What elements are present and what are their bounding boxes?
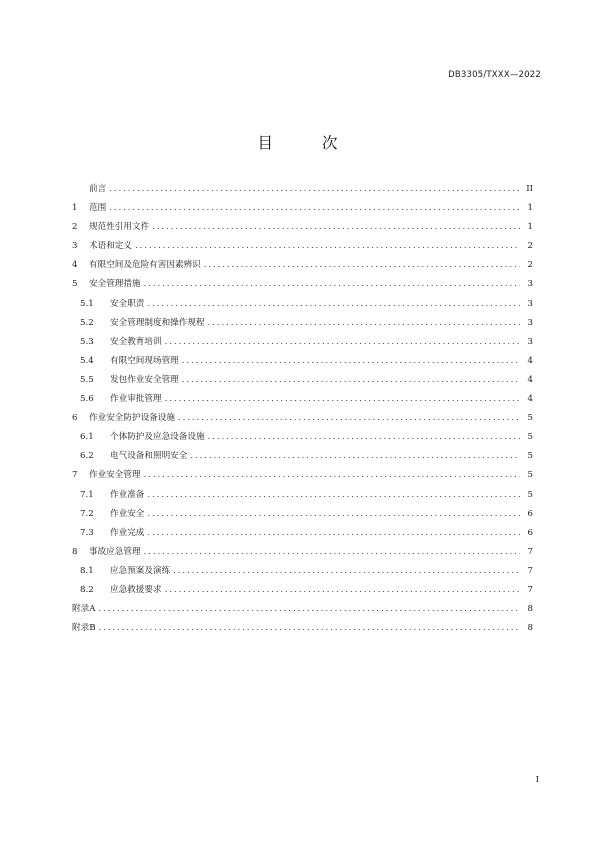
toc-entry-number: 5 — [72, 279, 78, 290]
toc-entry-page: 8 — [527, 623, 533, 634]
toc-entry-label: 应急预案及演练 — [110, 565, 171, 576]
toc-leader-dots — [165, 581, 520, 600]
toc-entry-page: 7 — [527, 565, 533, 576]
toc-entry-label: 个体防护及应急设备设施 — [110, 432, 205, 443]
toc-leader-dots — [182, 371, 520, 390]
toc-entry-number: 6.2 — [80, 451, 94, 462]
toc-leader-dots — [144, 466, 520, 485]
toc-entry[interactable] — [72, 371, 533, 390]
toc-entry-page: 5 — [527, 413, 533, 424]
toc-entry-label: 有限空间现场管理 — [110, 355, 179, 366]
toc-entry[interactable] — [72, 314, 533, 333]
toc-entry-page: 5 — [527, 451, 533, 462]
toc-entry[interactable] — [72, 543, 533, 562]
toc-leader-dots — [182, 352, 520, 371]
toc-entry[interactable] — [72, 180, 533, 199]
toc-leader-dots — [178, 409, 520, 428]
page-number: I — [535, 775, 539, 785]
toc-entry-number: 7.2 — [80, 508, 94, 519]
toc-entry[interactable] — [72, 295, 533, 314]
toc-entry-number: 5.1 — [80, 298, 94, 309]
toc-entry[interactable] — [72, 562, 533, 581]
toc-entry-number: 4 — [72, 260, 78, 271]
toc-entry-page: 3 — [527, 298, 533, 309]
toc-entry-page: 6 — [527, 527, 533, 538]
toc-entry-number: 7.3 — [80, 527, 94, 538]
toc-entry-label: 发包作业安全管理 — [110, 374, 179, 385]
toc-entry[interactable] — [72, 524, 533, 543]
toc-entry-page: 8 — [527, 604, 533, 615]
toc-entry-number: 1 — [72, 203, 78, 214]
toc-entry-page: 4 — [527, 394, 533, 405]
toc-entry-page: 4 — [527, 355, 533, 366]
toc-entry-label: 作业安全防护设备设施 — [89, 413, 175, 424]
toc-entry-page: 3 — [527, 317, 533, 328]
toc-entry-number: 5.5 — [80, 374, 94, 385]
toc-entry-number: 7 — [72, 470, 78, 481]
toc-entry-number: 5.3 — [80, 336, 94, 347]
toc-entry-label: 安全教育培训 — [110, 336, 162, 347]
toc-title: 目 次 — [257, 134, 360, 152]
toc-entry-page: 2 — [527, 241, 533, 252]
toc-leader-dots — [208, 428, 520, 447]
toc-entry-label: 安全管理制度和操作规程 — [110, 317, 205, 328]
toc-leader-dots — [135, 237, 520, 256]
toc-entry[interactable] — [72, 486, 533, 505]
toc-entry-label: 规范性引用文件 — [89, 222, 150, 233]
toc-entry-page: 5 — [527, 489, 533, 500]
toc-entry-label: 应急救援要求 — [110, 584, 162, 595]
toc-leader-dots — [144, 543, 520, 562]
toc-entry[interactable] — [72, 466, 533, 485]
toc-entry[interactable] — [72, 275, 533, 294]
toc-leader-dots — [98, 600, 520, 619]
toc-entry-number: 6.1 — [80, 432, 94, 443]
toc-entry-page: II — [526, 184, 533, 194]
toc-entry-page: 5 — [527, 470, 533, 481]
toc-leader-dots — [147, 524, 520, 543]
toc-entry[interactable] — [72, 600, 533, 619]
document-code: DB3305/TXXX—2022 — [448, 70, 541, 80]
toc-entry-label: 范围 — [89, 203, 107, 214]
toc-entry[interactable] — [72, 352, 533, 371]
toc-entry[interactable] — [72, 619, 533, 638]
toc-entry-page: 3 — [527, 336, 533, 347]
toc-entry-label: 电气设备和照明安全 — [110, 451, 188, 462]
toc-entry[interactable] — [72, 218, 533, 237]
toc-entry-label: 事故应急管理 — [89, 546, 141, 557]
toc-entry-page: 5 — [527, 432, 533, 443]
toc-entry-label: 前言 — [89, 184, 107, 194]
toc-entry-label: 附录A — [72, 604, 96, 615]
toc-entry-label: 附录B — [72, 623, 96, 634]
toc-entry-label: 作业审批管理 — [110, 394, 162, 405]
toc-entry-label: 术语和定义 — [89, 241, 132, 252]
toc-entry[interactable] — [72, 199, 533, 218]
toc-entry-number: 8 — [72, 546, 78, 557]
toc-entry-number: 8.2 — [80, 584, 94, 595]
toc-leader-dots — [165, 333, 520, 352]
toc-entry-number: 8.1 — [80, 565, 94, 576]
toc-entry-page: 2 — [527, 260, 533, 271]
toc-entry-page: 3 — [527, 279, 533, 290]
toc-entry-label: 作业完成 — [110, 527, 145, 538]
toc-entry-page: 4 — [527, 374, 533, 385]
toc-entry-page: 1 — [527, 222, 533, 233]
toc-entry-label: 有限空间及危险有害因素辨识 — [89, 260, 201, 271]
table-of-contents — [72, 180, 533, 638]
toc-leader-dots — [147, 486, 520, 505]
toc-entry-label: 安全管理措施 — [89, 279, 141, 290]
toc-leader-dots — [152, 218, 520, 237]
toc-entry[interactable] — [72, 237, 533, 256]
toc-entry-number: 3 — [72, 241, 78, 252]
toc-leader-dots — [190, 447, 520, 466]
toc-entry-number: 6 — [72, 413, 78, 424]
toc-entry-page: 7 — [527, 584, 533, 595]
toc-leader-dots — [208, 314, 520, 333]
toc-entry-label: 作业安全管理 — [89, 470, 141, 481]
toc-leader-dots — [109, 180, 520, 199]
toc-leader-dots — [99, 619, 520, 638]
toc-entry[interactable] — [72, 447, 533, 466]
toc-entry-page: 7 — [527, 546, 533, 557]
toc-entry[interactable] — [72, 409, 533, 428]
toc-leader-dots — [165, 390, 520, 409]
toc-entry-number: 2 — [72, 222, 78, 233]
toc-entry-page: 1 — [527, 203, 533, 214]
toc-entry[interactable] — [72, 505, 533, 524]
toc-leader-dots — [147, 505, 520, 524]
toc-entry-label: 作业准备 — [110, 489, 145, 500]
toc-leader-dots — [147, 295, 520, 314]
toc-entry-number: 7.1 — [80, 489, 94, 500]
toc-entry[interactable] — [72, 581, 533, 600]
toc-entry[interactable] — [72, 256, 533, 275]
toc-entry-label: 安全职责 — [110, 298, 145, 309]
toc-leader-dots — [109, 199, 520, 218]
toc-entry[interactable] — [72, 390, 533, 409]
toc-entry-number: 5.6 — [80, 394, 94, 405]
toc-entry[interactable] — [72, 333, 533, 352]
toc-entry[interactable] — [72, 428, 533, 447]
toc-leader-dots — [204, 256, 520, 275]
toc-entry-number: 5.4 — [80, 355, 94, 366]
toc-leader-dots — [173, 562, 520, 581]
toc-entry-label: 作业安全 — [110, 508, 145, 519]
toc-entry-page: 6 — [527, 508, 533, 519]
toc-leader-dots — [144, 275, 520, 294]
toc-entry-number: 5.2 — [80, 317, 94, 328]
